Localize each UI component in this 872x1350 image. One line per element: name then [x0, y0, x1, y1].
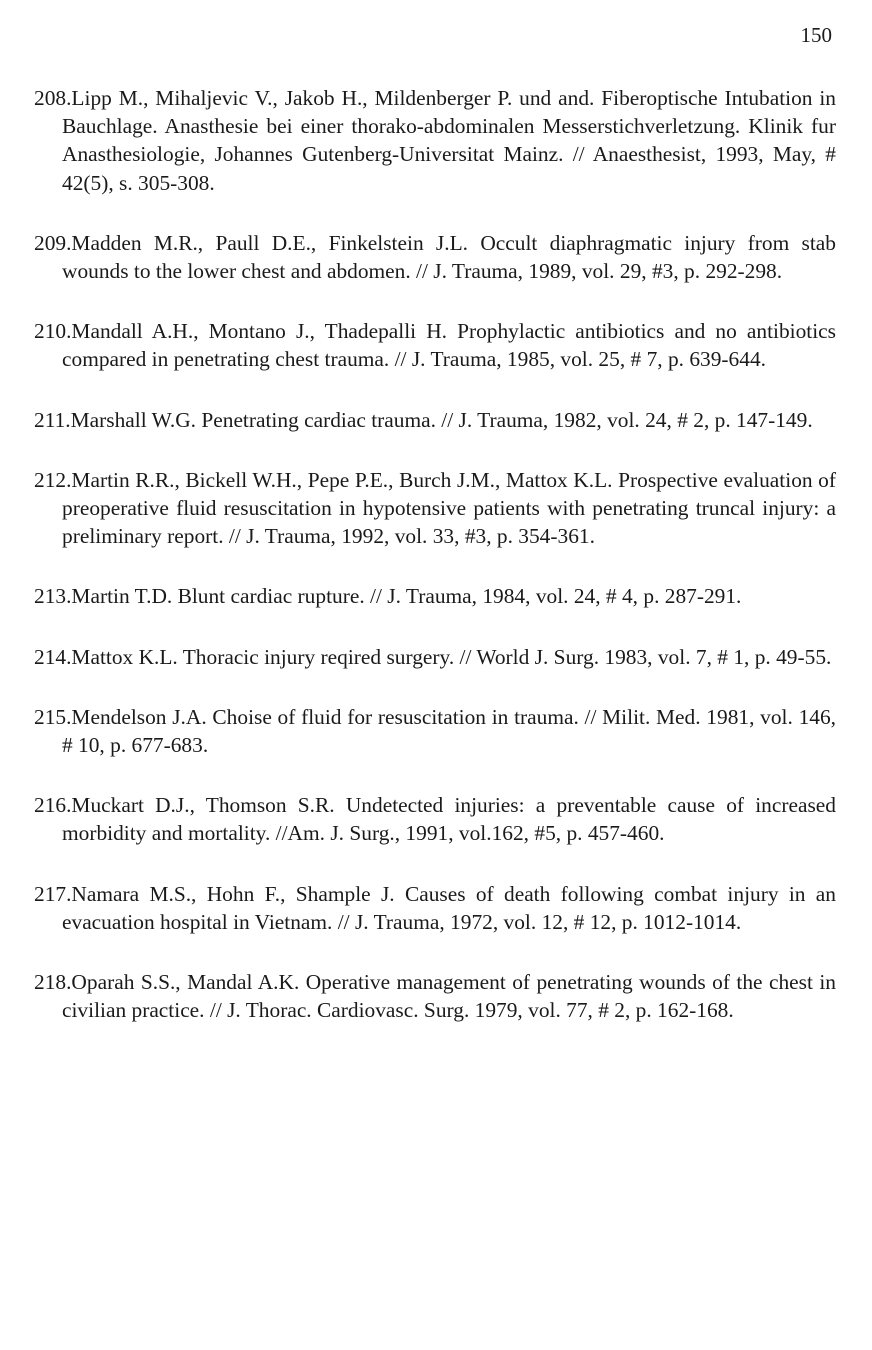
page-number: 150 — [800, 23, 832, 47]
reference-item-215: 215.Mendelson J.A. Choise of fluid for resuscitation in trauma. // Milit. Med. 1981, vol. 146, # 10, p. 677-683. — [34, 704, 836, 758]
reference-list — [34, 84, 836, 1056]
reference-item-214: 214.Mattox K.L. Thoracic injury reqired surgery. // World J. Surg. 1983, vol. 7, # 1, p. 49-55. — [34, 644, 832, 669]
reference-item-209: 209.Madden M.R., Paull D.E., Finkelstein J.L. Occult diaphragmatic injury from stab wounds to the lower chest and abdomen. // J. Trauma, 1989, vol. 29, #3, p. 292-298. — [34, 230, 836, 284]
reference-item-210: 210.Mandall A.H., Montano J., Thadepalli H. Prophylactic antibiotics and no antibiotics compared in penetrating chest trauma. // J. Trauma, 1985, vol. 25, # 7, p. 639-644. — [34, 319, 836, 372]
reference-item-218: 218.Oparah S.S., Mandal A.K. Operative management of penetrating wounds of the chest in civilian practice. // J. Thorac. Cardiovasc. Surg. 1979, vol. 77, # 2, p. 162-168. — [34, 970, 836, 1023]
reference-item-217: 217.Namara M.S., Hohn F., Shample J. Causes of death following combat injury in an evacuation hospital in Vietnam. // J. Trauma, 1972, vol. 12, # 12, p. 1012-1014. — [34, 881, 836, 934]
reference-item-208: 208.Lipp M., Mihaljevic V., Jakob H., Mildenberger P. und and. Fiberoptische Intubation in Bauchlage. Anasthesie bei einer thorako-abdominalen Messerstichverletzung. Klinik fur Anasthesiologie, Johannes Gutenberg-Universitat Mainz. // Anaesthesist, 1993, May, # 42(5), s. 305-308. — [34, 86, 836, 195]
reference-item-211: 211.Marshall W.G. Penetrating cardiac trauma. // J. Trauma, 1982, vol. 24, # 2, p. 147-149. — [34, 407, 813, 432]
reference-item-212: 212.Martin R.R., Bickell W.H., Pepe P.E., Burch J.M., Mattox K.L. Prospective evaluation of preoperative fluid resuscitation in hypotensive patients with penetrating truncal injury: a preliminary report. // J. Trauma, 1992, vol. 33, #3, p. 354-361. — [34, 467, 836, 549]
reference-item-216: 216.Muckart D.J., Thomson S.R. Undetected injuries: a preventable cause of increased morbidity and mortality. //Am. J. Surg., 1991, vol.162, #5, p. 457-460. — [34, 793, 836, 846]
reference-item-213: 213.Martin T.D. Blunt cardiac rupture. // J. Trauma, 1984, vol. 24, # 4, p. 287-291. — [34, 584, 742, 609]
